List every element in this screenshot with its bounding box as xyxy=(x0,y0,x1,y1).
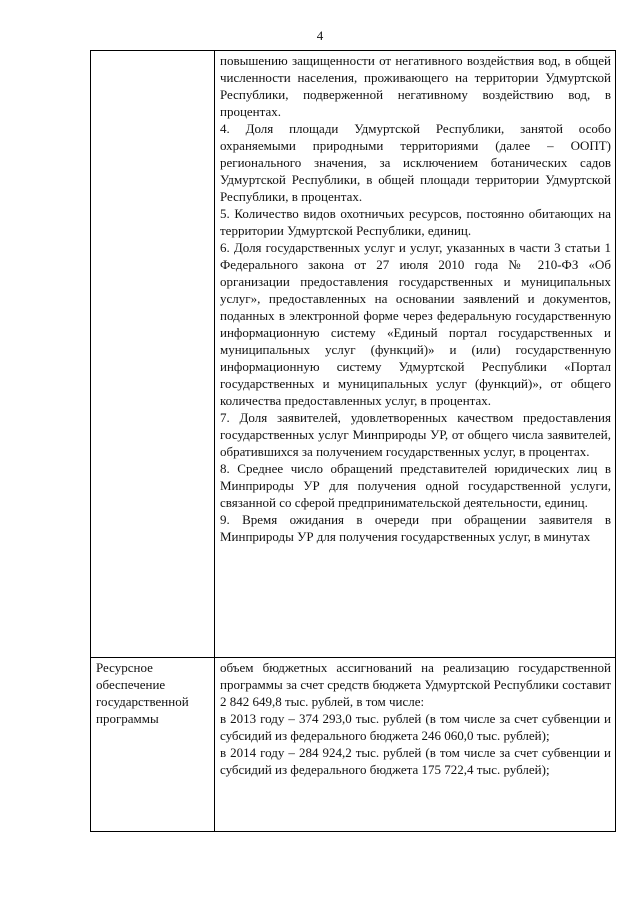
indicator-8: 8. Среднее число обращений представителей юридических лиц в Минприроды УР для получения одной государственной услуги, связанной со сферой предпринимательской деятельности, единиц. xyxy=(220,461,611,510)
table-row xyxy=(91,51,616,658)
row-content xyxy=(215,658,616,832)
funding-2014: в 2014 году – 284 924,2 тыс. рублей (в том числе за счет субвенции и субсидий из федерального бюджета 175 722,4 тыс. рублей); xyxy=(220,745,611,777)
table-row xyxy=(91,658,616,832)
row-label: Ресурсное обеспечение государственной программы xyxy=(91,658,215,832)
indicator-9: 9. Время ожидания в очереди при обращении заявителя в Минприроды УР для получения государственных услуг, в минутах xyxy=(220,512,611,544)
indicator-5: 5. Количество видов охотничьих ресурсов, постоянно обитающих на территории Удмуртской Республики, единиц. xyxy=(220,206,611,238)
indicator-4: 4. Доля площади Удмуртской Республики, занятой особо охраняемыми природными территориями (далее – ООПТ) регионального значения, за исключением ботанических садов Удмуртской Республики, в общей площади территории Удмуртской Республики, в процентах. xyxy=(220,121,611,204)
row-label xyxy=(91,51,215,658)
indicator-6: 6. Доля государственных услуг и услуг, указанных в части 3 статьи 1 Федерального закона от 27 июля 2010 года № 210-ФЗ «Об организации предоставления государственных и муниципальных услуг», предоставленных на основании заявлений и документов, поданных в электронной форме через федеральную государственную информационную систему «Единый портал государственных и муниципальных услуг (функций)» и (или) государственную информационную систему Удмуртской Республики «Портал государственных и муниципальных услуг (функций)», от общего количества предоставленных услуг, в процентах. xyxy=(220,240,611,408)
indicator-3-continuation: повышению защищенности от негативного воздействия вод, в общей численности населения, проживающего на территории Удмуртской Республики, подверженной негативному воздействию вод, в процентах. xyxy=(220,53,611,119)
indicator-7: 7. Доля заявителей, удовлетворенных качеством предоставления государственных услуг Минприроды УР, от общего числа заявителей, обратившихся за получением государственных услуг, в процентах. xyxy=(220,410,611,459)
row-content xyxy=(215,51,616,658)
passport-table xyxy=(90,50,616,832)
funding-total: объем бюджетных ассигнований на реализацию государственной программы за счет средств бюджета Удмуртской Республики составит 2 842 649,8 тыс. рублей, в том числе: xyxy=(220,660,611,709)
page-number: 4 xyxy=(316,28,324,43)
funding-2013: в 2013 году – 374 293,0 тыс. рублей (в том числе за счет субвенции и субсидий из федерального бюджета 246 060,0 тыс. рублей); xyxy=(220,711,611,743)
